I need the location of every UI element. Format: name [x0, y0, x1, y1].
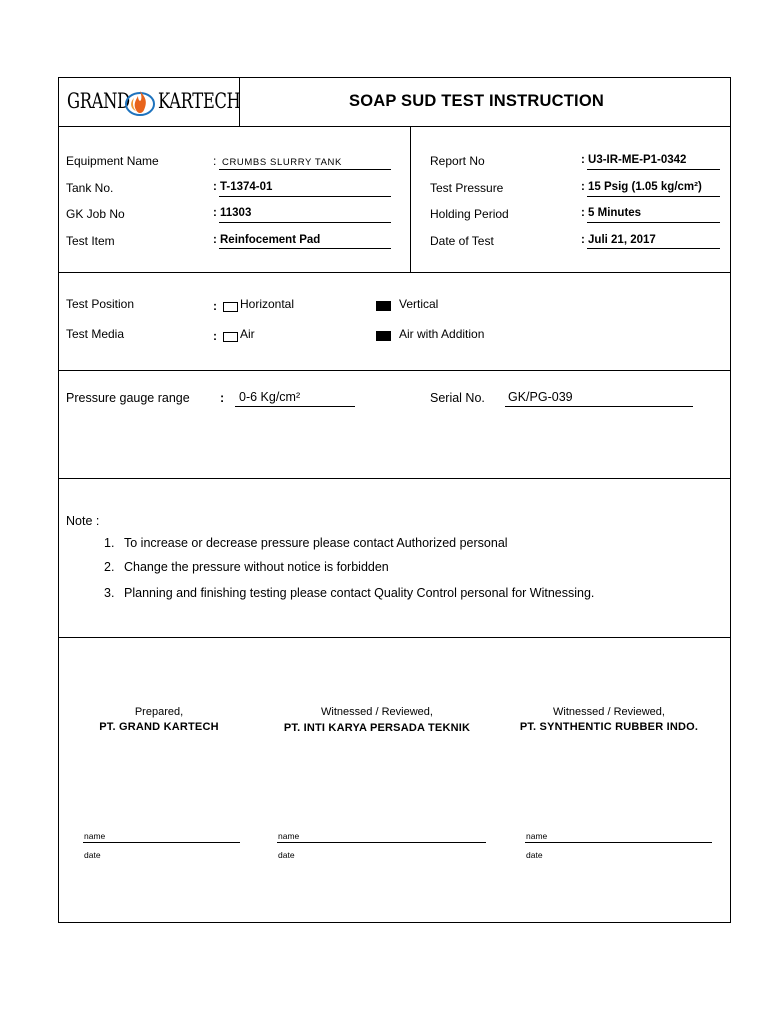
air-with-addition-checkbox[interactable]: [376, 331, 391, 341]
signature-company-2: PT. INTI KARYA PERSADA TEKNIK: [283, 722, 471, 734]
signature-name-label-2: name: [278, 831, 300, 841]
equipment-name-colon: :: [213, 154, 217, 168]
test-pressure-label: Test Pressure: [430, 181, 504, 195]
signature-role-3: Witnessed / Reviewed,: [553, 706, 665, 718]
tank-no-label: Tank No.: [66, 181, 114, 195]
test-media-label: Test Media: [66, 327, 125, 341]
serial-no-value: GK/PG-039: [508, 390, 573, 404]
flame-logo-icon: [123, 88, 157, 118]
equipment-name-underline: [219, 169, 391, 170]
signature-date-label-2: date: [278, 850, 295, 860]
note-number-2: 2.: [104, 560, 115, 574]
signature-company-1: PT. GRAND KARTECH: [99, 721, 219, 733]
test-media-colon: :: [213, 329, 217, 343]
gk-job-no-label: GK Job No: [66, 207, 125, 221]
info-bottom-line: [59, 272, 730, 273]
note-number-3: 3.: [104, 586, 115, 600]
tank-no-colon: :: [213, 181, 217, 193]
date-of-test-label: Date of Test: [430, 234, 494, 248]
company-logo: [67, 88, 241, 118]
horizontal-checkbox[interactable]: [223, 302, 238, 312]
report-no-value: : U3-IR-ME-P1-0342: [581, 154, 687, 166]
vertical-checkbox[interactable]: [376, 301, 391, 311]
note-text-3: Planning and finishing testing please contact Quality Control personal for Witnessing.: [124, 586, 595, 600]
serial-no-label: Serial No.: [430, 391, 485, 405]
date-of-test-value: : Juli 21, 2017: [581, 234, 656, 246]
gk-job-no-colon: :: [213, 207, 217, 219]
serial-no-underline: [505, 406, 693, 407]
holding-period-value: : 5 Minutes: [581, 207, 642, 219]
test-position-label: Test Position: [66, 297, 135, 311]
test-pressure-value: : 15 Psig (1.05 kg/cm²): [581, 181, 702, 193]
tank-no-value: T-1374-01: [220, 181, 273, 193]
equipment-name-value: CRUMBS SLURRY TANK: [222, 157, 342, 168]
signature-name-label-1: name: [84, 831, 106, 841]
signature-name-line-3[interactable]: [525, 842, 712, 843]
signature-date-label-1: date: [84, 850, 101, 860]
tank-no-underline: [219, 196, 391, 197]
pressure-gauge-value: 0-6 Kg/cm²: [239, 390, 301, 404]
header-bottom-line: [59, 126, 730, 127]
signature-role-2: Witnessed / Reviewed,: [321, 706, 433, 718]
pressure-gauge-underline: [235, 406, 355, 407]
note-heading: Note :: [66, 514, 100, 528]
signature-company-3: PT. SYNTHENTIC RUBBER INDO.: [519, 721, 699, 733]
test-item-underline: [219, 248, 391, 249]
note-text-1: To increase or decrease pressure please contact Authorized personal: [124, 536, 508, 550]
document-title: SOAP SUD TEST INSTRUCTION: [349, 92, 604, 110]
media-bottom-line: [59, 370, 730, 371]
gauge-bottom-line: [59, 478, 730, 479]
info-divider: [410, 126, 411, 272]
date-of-test-underline: [587, 248, 720, 249]
holding-period-label: Holding Period: [430, 207, 509, 221]
gk-job-no-value: 11303: [220, 207, 252, 219]
test-position-colon: :: [213, 299, 217, 313]
holding-period-underline: [587, 222, 720, 223]
equipment-name-label: Equipment Name: [66, 154, 159, 168]
air-checkbox[interactable]: [223, 332, 238, 342]
notes-bottom-line: [59, 637, 730, 638]
signature-name-line-1[interactable]: [83, 842, 240, 843]
air-option-label: Air: [240, 327, 255, 341]
test-pressure-underline: [587, 196, 720, 197]
pressure-gauge-colon: :: [220, 391, 225, 405]
test-item-value: Reinfocement Pad: [220, 234, 321, 246]
signature-date-label-3: date: [526, 850, 543, 860]
signature-role-1: Prepared,: [134, 706, 184, 718]
logo-text-left: GRAND: [67, 89, 130, 113]
gk-job-no-underline: [219, 222, 391, 223]
test-item-colon: :: [213, 234, 217, 246]
note-number-1: 1.: [104, 536, 115, 550]
logo-text-right: KARTECH: [158, 89, 241, 113]
signature-name-line-2[interactable]: [277, 842, 486, 843]
horizontal-option-label: Horizontal: [240, 297, 295, 311]
report-no-underline: [587, 169, 720, 170]
note-text-2: Change the pressure without notice is forbidden: [124, 560, 389, 574]
document-frame: [58, 77, 731, 923]
report-no-label: Report No: [430, 154, 485, 168]
vertical-option-label: Vertical: [399, 297, 439, 311]
pressure-gauge-label: Pressure gauge range: [66, 391, 190, 405]
signature-name-label-3: name: [526, 831, 548, 841]
test-item-label: Test Item: [66, 234, 115, 248]
air-with-addition-option-label: Air with Addition: [399, 327, 485, 341]
